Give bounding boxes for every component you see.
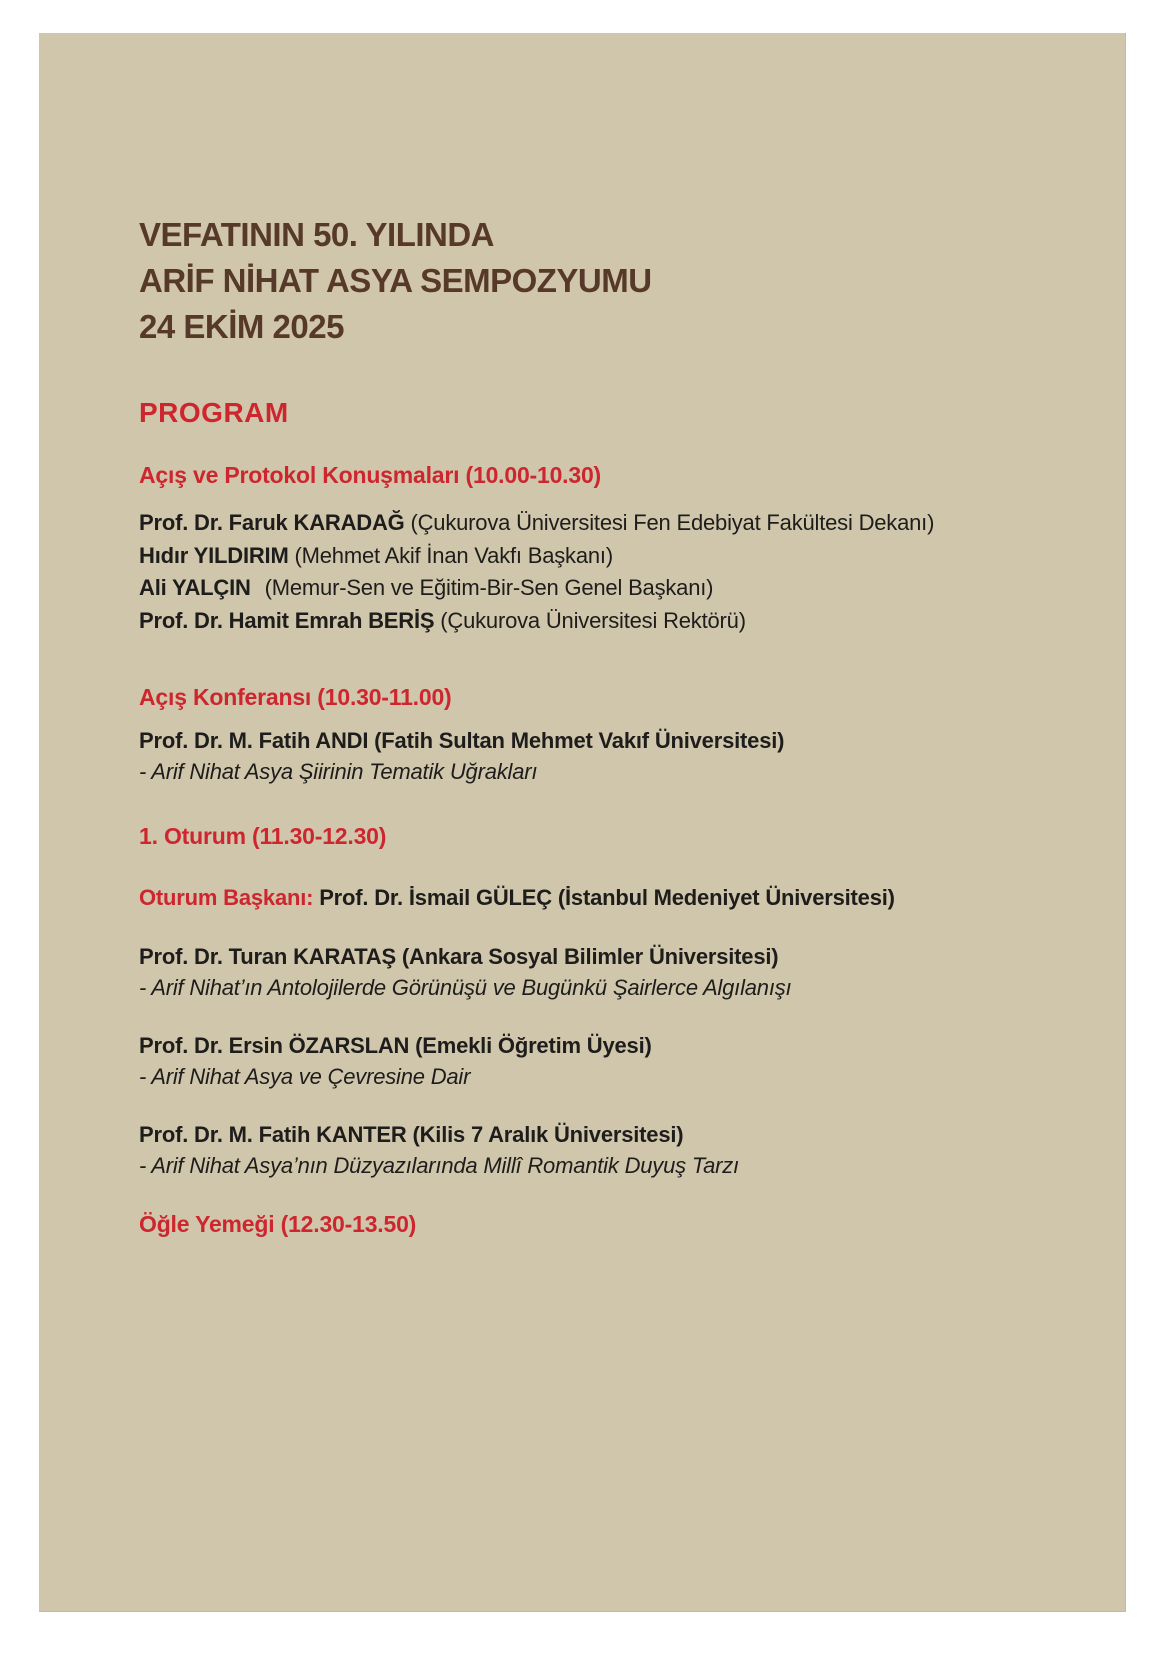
symposium-title [139,212,1065,350]
speaker-line [139,572,1065,605]
program-panel [39,33,1126,1612]
speaker-line [139,605,1065,638]
talk-speaker: Prof. Dr. Turan KARATAŞ (Ankara Sosyal Bilimler Üniversitesi) [139,944,779,969]
program-heading: PROGRAM [139,397,289,428]
speaker-affiliation: (Çukurova Üniversitesi Fen Edebiyat Fakültesi Dekanı) [410,510,935,535]
talk-paper-title: - Arif Nihat Asya ve Çevresine Dair [139,1064,471,1089]
speaker-name: Hıdır YILDIRIM [139,542,289,568]
speaker-line [139,540,1065,573]
talk-paper-title: - Arif Nihat Asya Şiirinin Tematik Uğrakları [139,759,538,784]
title-block [139,212,1065,431]
speaker-affiliation: (Memur-Sen ve Eğitim-Bir-Sen Genel Başkanı) [264,575,714,600]
section-opening-speeches [139,460,1065,637]
talk-speaker: Prof. Dr. Ersin ÖZARSLAN (Emekli Öğretim Üyesi) [139,1033,652,1058]
session-chair-label: Oturum Başkanı: [139,885,314,910]
lunch-heading: Öğle Yemeği (12.30-13.50) [139,1211,417,1237]
talk [139,1119,1065,1181]
section-heading: 1. Oturum (11.30-12.30) [139,823,387,849]
talk-speaker: Prof. Dr. M. Fatih ANDI (Fatih Sultan Mehmet Vakıf Üniversitesi) [139,728,785,753]
talk-paper-title: - Arif Nihat Asya’nın Düzyazılarında Millî Romantik Duyuş Tarzı [139,1153,739,1178]
talk [139,941,1065,1003]
section-session-1 [139,821,1065,1181]
session-chair-line [139,882,1065,914]
symposium-title-line-2: ARİF NİHAT ASYA SEMPOZYUMU [139,262,652,299]
speaker-line [139,507,1065,540]
speaker-name: Prof. Dr. Faruk KARADAĞ [139,510,405,535]
talk [139,1030,1065,1092]
speaker-name: Ali YALÇIN [139,575,251,600]
speaker-affiliation: (Mehmet Akif İnan Vakfı Başkanı) [294,542,613,568]
talk-paper-title: - Arif Nihat’ın Antolojilerde Görünüşü ve Bugünkü Şairlerce Algılanışı [139,975,792,1000]
section-lunch [139,1209,1065,1239]
speaker-list [139,507,1065,637]
speaker-affiliation: (Çukurova Üniversitesi Rektörü) [440,607,746,633]
talk [139,725,1065,787]
session-chair-name: Prof. Dr. İsmail GÜLEÇ (İstanbul Medeniyet Üniversitesi) [319,885,895,910]
section-opening-conference [139,682,1065,787]
symposium-title-line-3: 24 EKİM 2025 [139,308,344,345]
section-heading: Açış ve Protokol Konuşmaları (10.00-10.30) [139,462,602,488]
speaker-name: Prof. Dr. Hamit Emrah BERİŞ [139,607,435,633]
symposium-title-line-1: VEFATININ 50. YILINDA [139,216,495,253]
section-heading: Açış Konferansı (10.30-11.00) [139,684,452,710]
talk-speaker: Prof. Dr. M. Fatih KANTER (Kilis 7 Aralık Üniversitesi) [139,1122,684,1147]
